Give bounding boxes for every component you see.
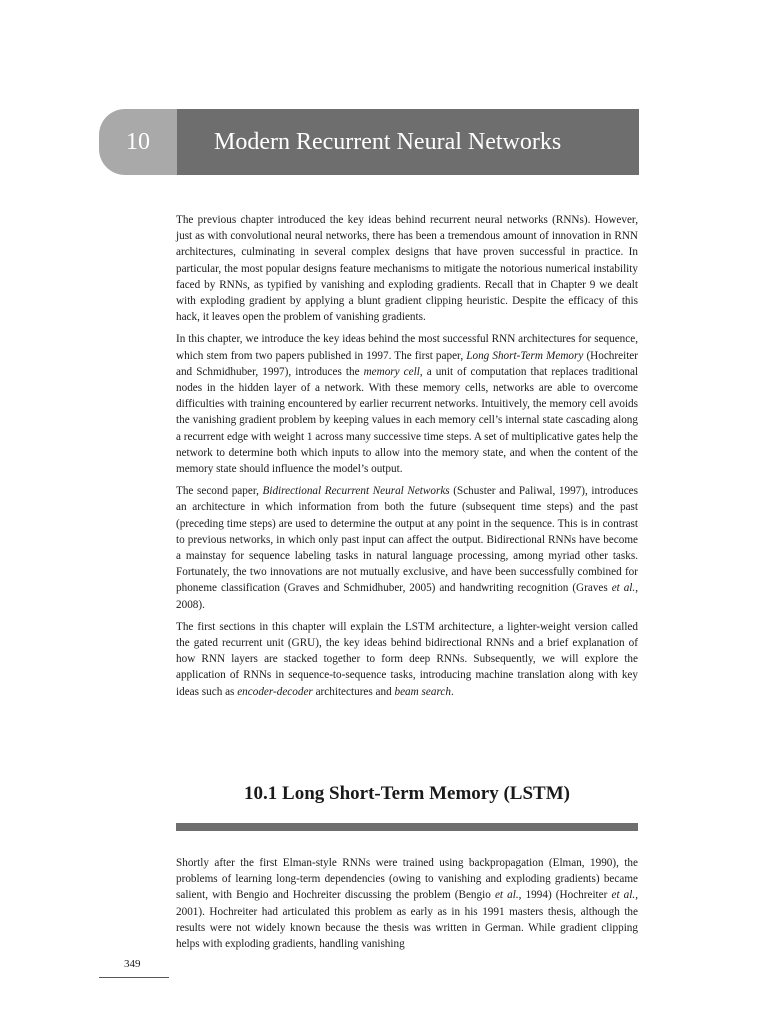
intro-paragraph-2: In this chapter, we introduce the key ideas behind the most successful RNN architectures for sequence, which stem from two papers published in 1997. The first paper, Long Short-Term Memory (Hochreiter and Schmidhuber, 1997), introduces the memory cell, a unit of computation that replaces traditional nodes in the hidden layer of a network. With these memory cells, networks are able to overcome difficulties with training encountered by earlier recurrent networks. Intuitively, the memory cell avoids the vanishing gradient problem by keeping values in each memory cell’s internal state cascading along a recurrent edge with weight 1 across many successive time steps. A set of multiplicative gates help the network to determine both which inputs to allow into the memory state, and when the content of the memory state should influence the model’s output. [176, 333, 639, 476]
page-number: 349 [124, 958, 141, 970]
intro-text [176, 212, 638, 706]
section-title: 10.1 Long Short-Term Memory (LSTM) [244, 783, 570, 804]
intro-paragraph-1: The previous chapter introduced the key ideas behind recurrent neural networks (RNNs). However, just as with convolutional neural networks, there has been a tremendous amount of innovation in RNN architectures, culminating in several complex designs that have proven successful in practice. In particular, the most popular designs feature mechanisms to mitigate the notorious numerical instability faced by RNNs, as typified by vanishing and exploding gradients. Recall that in Chapter 9 we dealt with exploding gradient by applying a blunt gradient clipping heuristic. Despite the efficacy of this hack, it leaves open the problem of vanishing gradients. [176, 214, 638, 324]
chapter-number: 10 [99, 109, 177, 175]
chapter-title-box [177, 109, 639, 175]
section-divider-bar [176, 823, 638, 831]
intro-paragraph-3: The second paper, Bidirectional Recurrent Neural Networks (Schuster and Paliwal, 1997), introduces an architecture in which information from both the future (subsequent time steps) and the past (preceding time steps) are used to determine the output at any point in the sequence. This is in contrast to previous networks, in which only past input can affect the output. Bidirectional RNNs have become a mainstay for sequence labeling tasks in natural language processing, among myriad other tasks. Fortunately, the two innovations are not mutually exclusive, and have been successfully combined for phoneme classification (Graves and Schmidhuber, 2005) and handwriting recognition (Graves et al., 2008). [176, 485, 639, 611]
section-paragraph-1: Shortly after the first Elman-style RNNs were trained using backpropagation (Elman, 1990), the problems of learning long-term dependencies (owing to vanishing and exploding gradients) became salient, with Bengio and Hochreiter discussing the problem (Bengio et al., 1994) (Hochreiter et al., 2001). Hochreiter had articulated this problem as early as in his 1991 masters thesis, although the results were not widely known because the thesis was written in German. While gradient clipping helps with exploding gradients, handling vanishing [176, 857, 638, 951]
chapter-title: Modern Recurrent Neural Networks [214, 129, 562, 155]
intro-paragraph-4: The first sections in this chapter will explain the LSTM architecture, a lighter-weight version called the gated recurrent unit (GRU), the key ideas behind bidirectional RNNs and a brief explanation of how RNN layers are stacked together to form deep RNNs. Subsequently, we will explore the application of RNNs in sequence-to-sequence tasks, introducing machine translation along with key ideas such as encoder-decoder architectures and beam search. [176, 620, 638, 698]
chapter-header [99, 109, 639, 175]
page-number-rule [99, 977, 169, 978]
section-text [176, 855, 638, 958]
